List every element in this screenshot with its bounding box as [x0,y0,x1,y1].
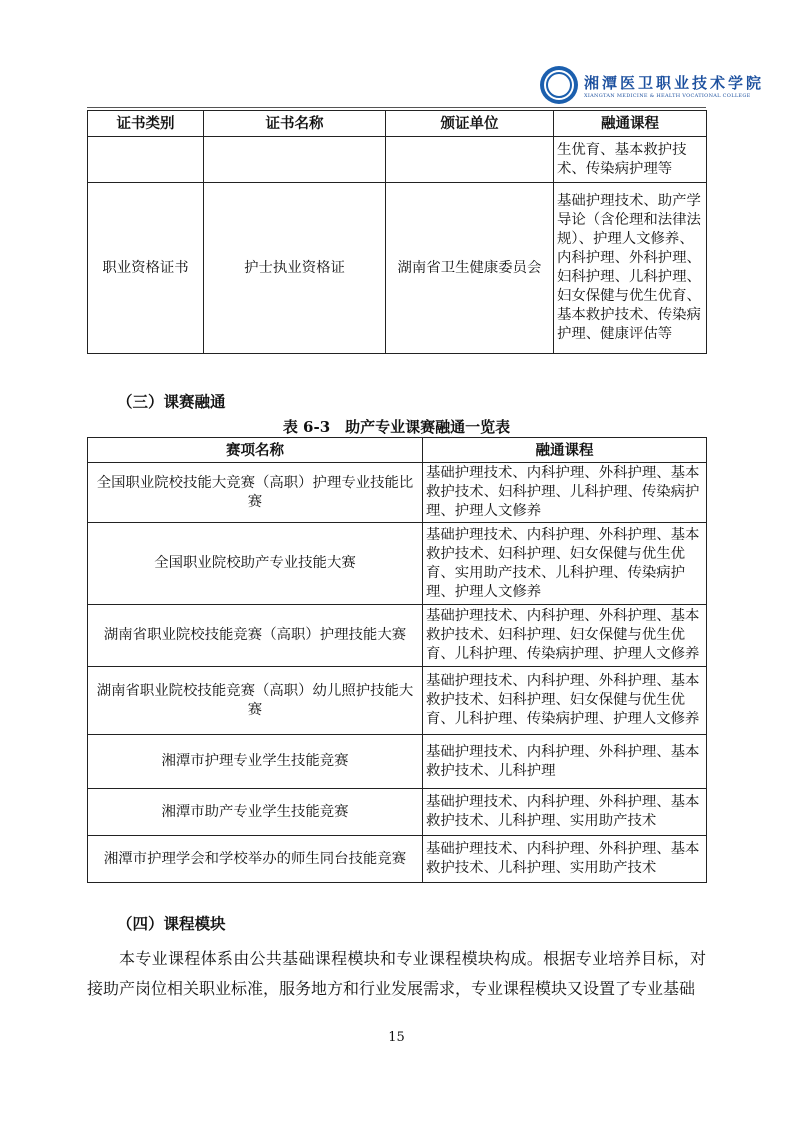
table-header-row [88,111,707,137]
body-paragraph: 本专业课程体系由公共基础课程模块和专业课程模块构成。根据专业培养目标，对接助产岗位相关职业标准，服务地方和行业发展需求，专业课程模块又设置了专业基础 [87,949,706,998]
cell [88,137,204,183]
page-number: 15 [388,1030,405,1045]
section-heading: （四）课程模块 [117,914,226,933]
cell: 湘潭市护理专业学生技能竞赛 [88,735,423,789]
college-logo [540,66,764,104]
table-row [88,183,707,354]
cell: 基础护理技术、内科护理、外科护理、基本救护技术、儿科护理、实用助产技术 [423,836,707,883]
header-cell: 融通课程 [554,111,707,137]
certificate-table [87,110,707,354]
cell: 全国职业院校技能大竞赛（高职）护理专业技能比赛 [88,463,423,523]
cell: 生优育、基本救护技术、传染病护理等 [554,137,707,183]
table-row [88,137,707,183]
cell: 全国职业院校助产专业技能大赛 [88,523,423,605]
cell: 基础护理技术、内科护理、外科护理、基本救护技术、儿科护理 [423,735,707,789]
cell: 基础护理技术、内科护理、外科护理、基本救护技术、妇科护理、儿科护理、传染病护理、护理人文修养 [423,463,707,523]
table-caption: 表 6-3 助产专业课赛融通一览表 [282,418,511,436]
header-cell: 融通课程 [423,438,707,463]
table-header-row [88,438,707,463]
logo-cn: 湘潭医卫职业技术学院 [584,73,765,92]
table-row [88,735,707,789]
cell: 湘潭市护理学会和学校举办的师生同台技能竞赛 [88,836,423,883]
college-seal-icon [540,66,578,104]
cell: 职业资格证书 [88,183,204,354]
cell [386,137,554,183]
header-cell: 证书名称 [204,111,386,137]
logo-en: XIANGTAN MEDICINE & HEALTH VOCATIONAL COLLEGE [584,92,751,99]
cell: 基础护理技术、内科护理、外科护理、基本救护技术、妇科护理、妇女保健与优生优育、实用助产技术、儿科护理、传染病护理、护理人文修养 [423,523,707,605]
header-cell: 证书类别 [88,111,204,137]
table-row [88,667,707,735]
cell: 基础护理技术、内科护理、外科护理、基本救护技术、儿科护理、实用助产技术 [423,789,707,836]
cell: 湘潭市助产专业学生技能竞赛 [88,789,423,836]
cell: 湖南省卫生健康委员会 [386,183,554,354]
competition-table [87,437,707,883]
table-row [88,836,707,883]
table-row [88,463,707,523]
cell: 基础护理技术、助产学导论（含伦理和法律法规）、护理人文修养、内科护理、外科护理、妇科护理、儿科护理、妇女保健与优生优育、基本救护技术、传染病护理、健康评估等 [554,183,707,354]
table-row [88,523,707,605]
cell: 基础护理技术、内科护理、外科护理、基本救护技术、妇科护理、妇女保健与优生优育、儿科护理、传染病护理、护理人文修养 [423,667,707,735]
section-heading: （三）课赛融通 [117,392,226,411]
cell: 护士执业资格证 [204,183,386,354]
cell: 湖南省职业院校技能竞赛（高职）护理技能大赛 [88,605,423,667]
cell: 湖南省职业院校技能竞赛（高职）幼儿照护技能大赛 [88,667,423,735]
header-cell: 赛项名称 [88,438,423,463]
cell: 基础护理技术、内科护理、外科护理、基本救护技术、妇科护理、妇女保健与优生优育、儿科护理、传染病护理、护理人文修养 [423,605,707,667]
header-rule [87,107,706,108]
cell [204,137,386,183]
table-row [88,789,707,836]
table-row [88,605,707,667]
header-cell: 颁证单位 [386,111,554,137]
